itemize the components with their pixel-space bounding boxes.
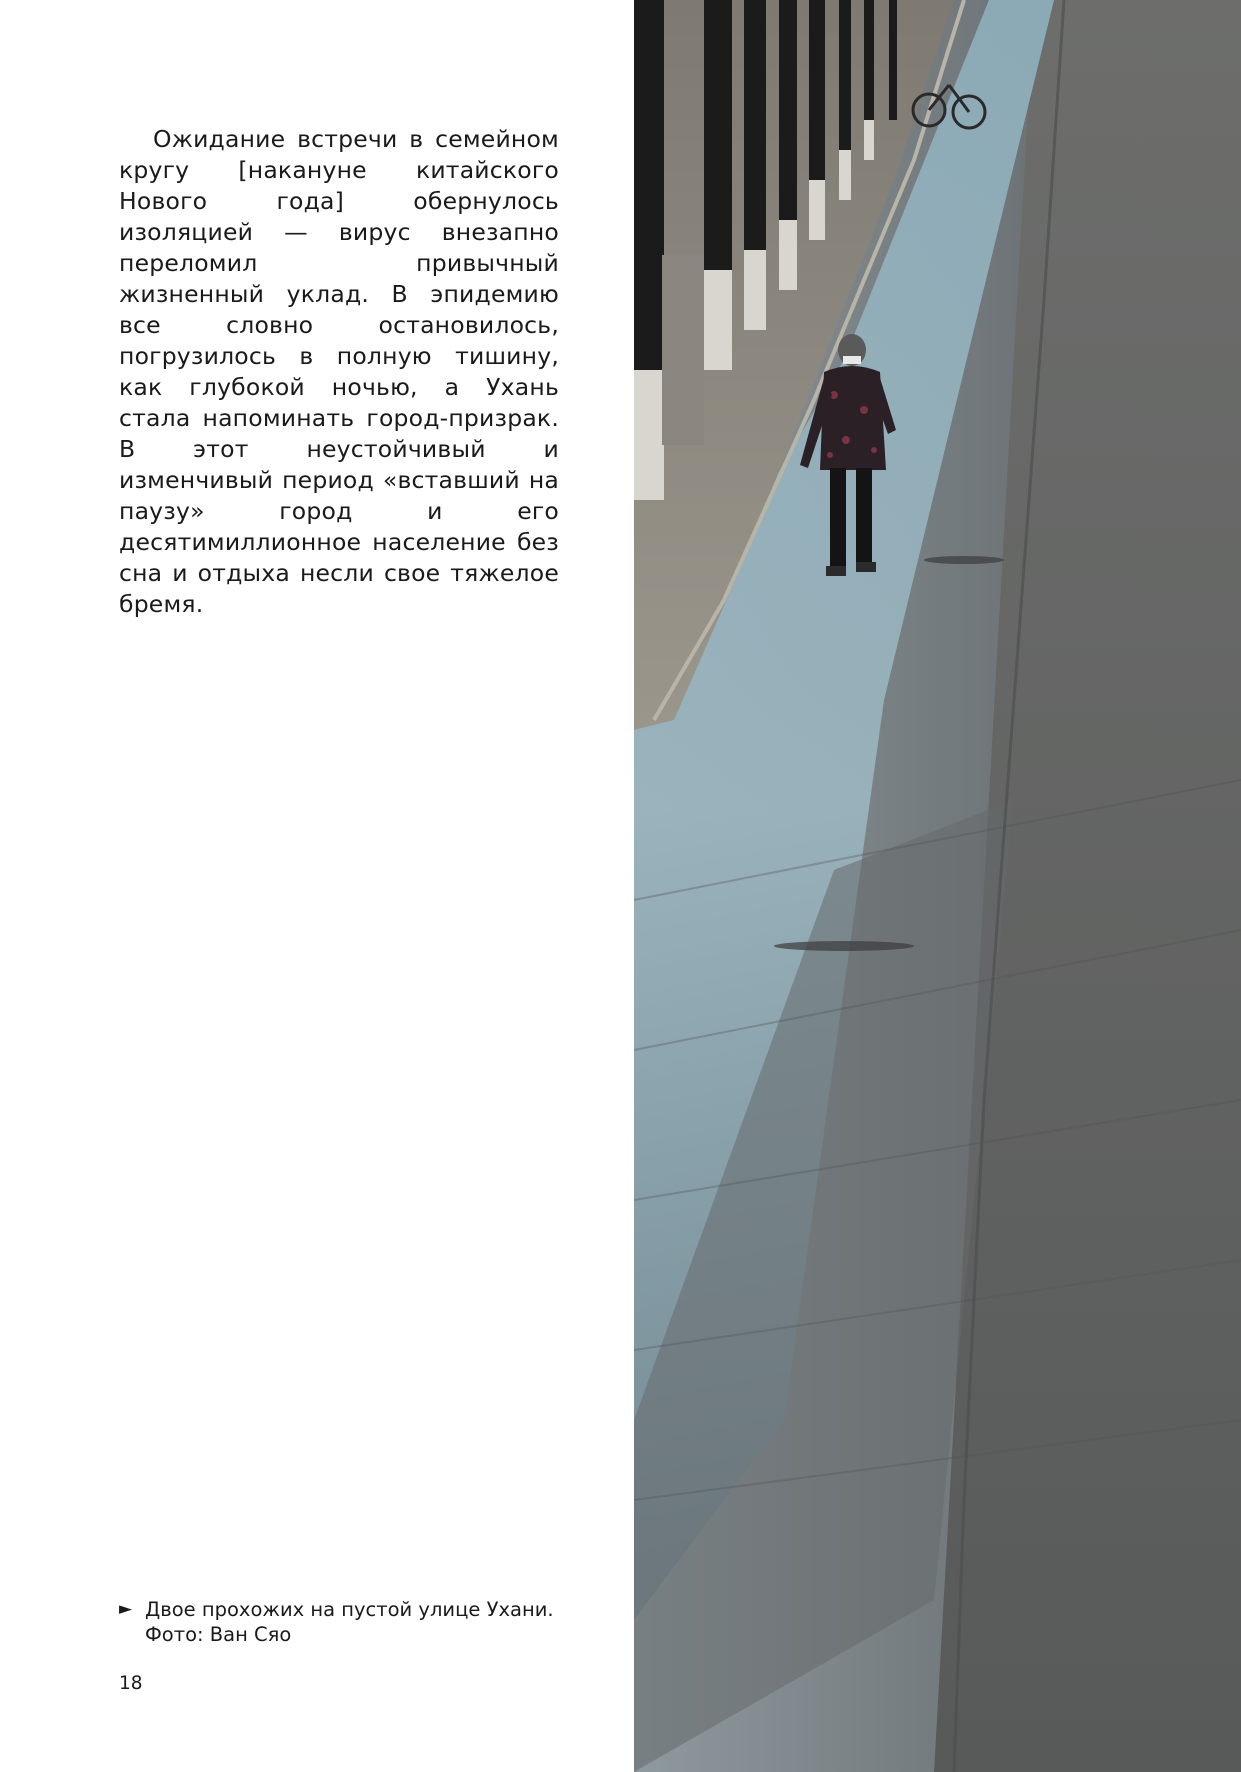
street-photo <box>634 0 1241 1772</box>
caption-credit: Фото: Ван Сяо <box>145 1623 292 1646</box>
caption-description: Двое прохожих на пустой улице Ухани. <box>145 1598 554 1621</box>
caption-arrow-icon: ► <box>119 1599 133 1619</box>
body-paragraph: Ожидание встречи в семейном кругу [накануне китайского Нового года] обернулось изоляцией — вирус внезапно переломил привычный жизненный уклад. В эпидемию все словно остановилось, погрузилось в полную тишину, как глубокой ночью, а Ухань стала напоминать город-призрак. В этот неустойчивый и изменчивый период «вставший на паузу» город и его десятимиллионное население без сна и отдыха несли свое тяжелое бремя. <box>119 125 559 618</box>
caption-lines <box>145 1597 554 1647</box>
street-photo-illustration <box>634 0 1241 1772</box>
photo-caption <box>119 1597 569 1647</box>
text-column <box>119 124 559 620</box>
page-number: 18 <box>119 1673 143 1694</box>
